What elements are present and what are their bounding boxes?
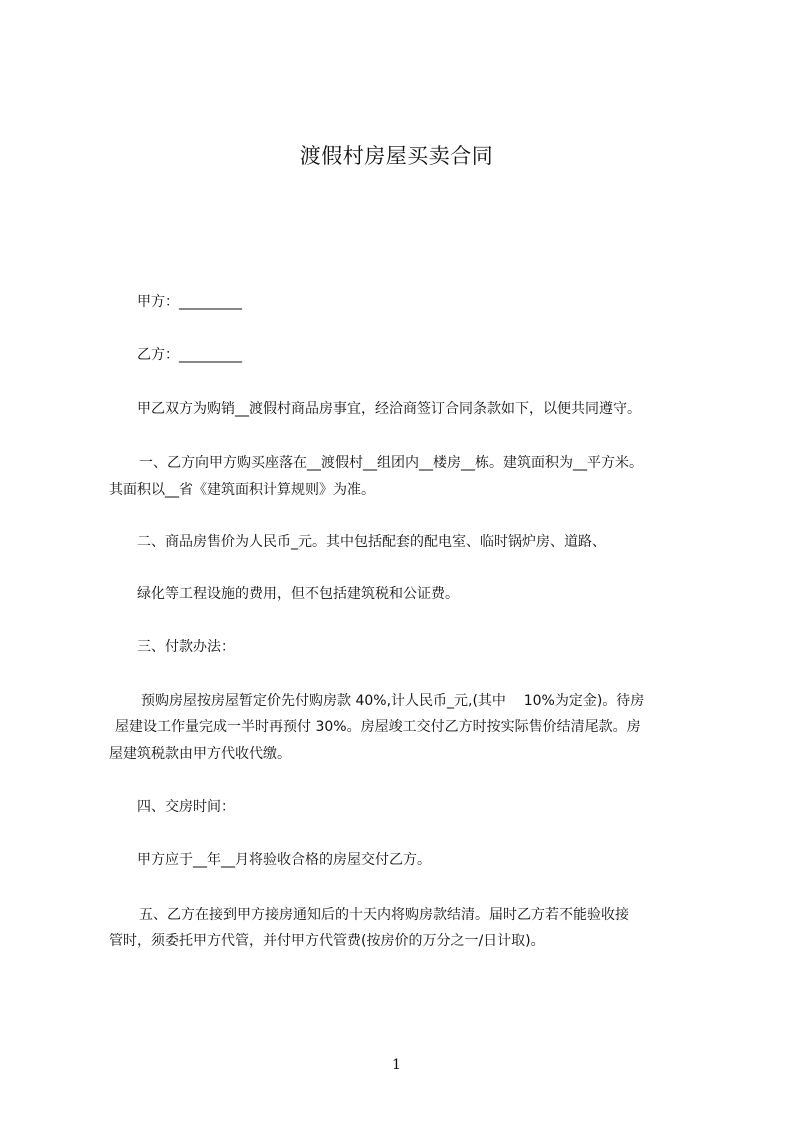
clause-3-line-2: 屋建设工作量完成一半时再预付 30%。房屋竣工交付乙方时按实际售价结清尾款。房 <box>115 719 641 735</box>
clause-5-line-2: 管时，须委托甲方代管，并付甲方代管费(按房价的万分之一/日计取)。 <box>109 933 545 949</box>
clause-3-line-3: 屋建筑税款由甲方代收代缴。 <box>109 746 291 762</box>
clause-2-line-2: 绿化等工程设施的费用，但不包括建筑税和公证费。 <box>137 586 459 602</box>
party-b-line: 乙方：_________ <box>137 347 242 363</box>
clause-3-heading: 三、付款办法： <box>137 639 235 655</box>
intro-paragraph: 甲乙双方为购销__渡假村商品房事宜，经洽商签订合同条款如下，以便共同遵守。 <box>137 401 641 417</box>
page-number: 1 <box>392 1057 401 1073</box>
party-a-line: 甲方：_________ <box>137 294 242 310</box>
clause-1-line-1: 一、乙方向甲方购买座落在__渡假村__组团内__楼房__栋。建筑面积为__平方米。 <box>139 455 643 471</box>
clause-5-line-1: 五、乙方在接到甲方接房通知后的十天内将购房款结清。届时乙方若不能验收接 <box>139 907 629 923</box>
clause-1-line-2: 其面积以__省《建筑面积计算规则》为准。 <box>109 482 375 498</box>
document-title: 渡假村房屋买卖合同 <box>299 144 494 168</box>
clause-2-line-1: 二、商品房售价为人民币_元。其中包括配套的配电室、临时锅炉房、道路、 <box>137 534 606 550</box>
clause-4-heading: 四、交房时间： <box>137 799 235 815</box>
clause-4-text: 甲方应于__年__月将验收合格的房屋交付乙方。 <box>137 852 431 868</box>
clause-3-line-1: 预购房屋按房屋暂定价先付购房款 40%,计人民币_元,(其中 10%为定金)。待房 <box>141 693 645 709</box>
